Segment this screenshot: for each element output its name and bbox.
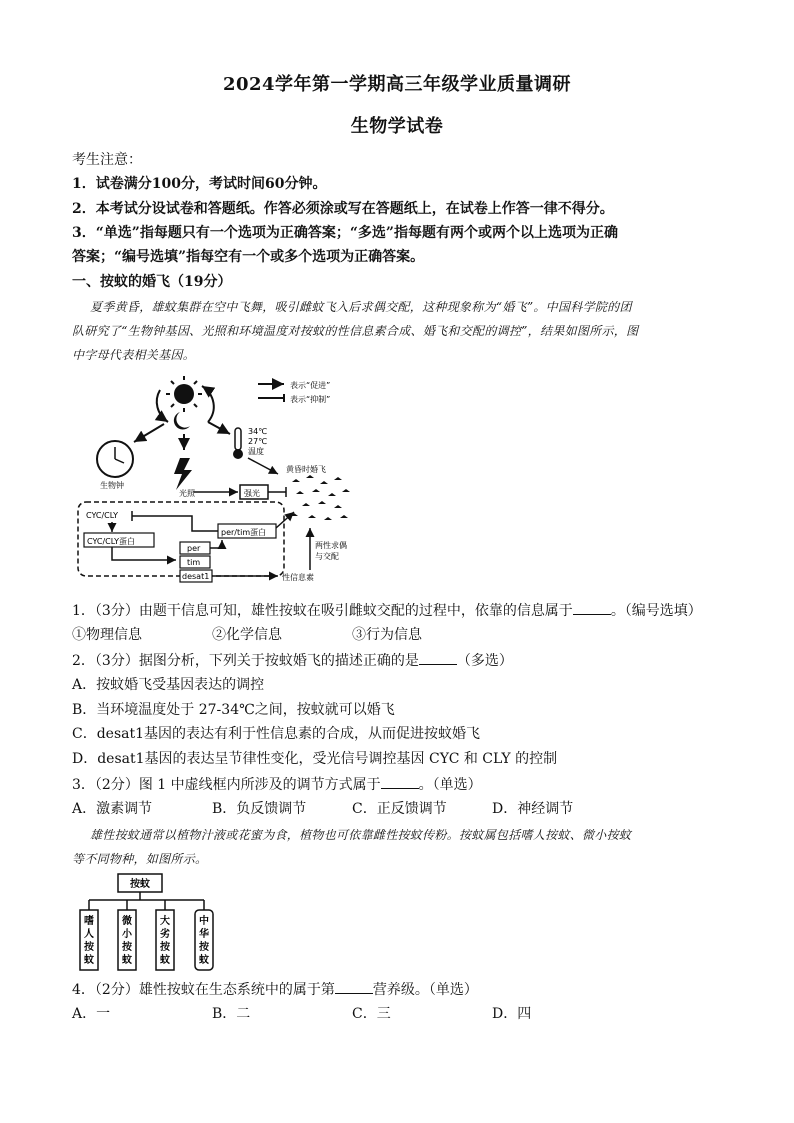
moon-icon [174,412,190,430]
q4-option-a: A．一 [72,1006,111,1022]
sun-icon [166,376,202,412]
protein-to-genes-arrow [112,547,176,560]
q2-option-a: A．按蚊婚飞受基因表达的调控 [72,677,265,693]
arrow-to-clock [134,424,164,442]
cycle-arrow-right [202,386,214,422]
gene-tim-label: tim [187,558,201,567]
lightning-icon [174,458,192,490]
pheromone-label: 性信息素 [282,573,314,582]
temp-arrow [248,458,278,474]
question-2: 2．（3分）据图分析，下列关于按蚊婚飞的描述正确的是 （多选） [72,650,732,671]
arrow-to-temperature [208,422,230,434]
notice-item-3: 3．“单选”指每题只有一个选项为正确答案；“多选”指每题有两个或两个以上选项为正确 [72,225,618,241]
thermometer-icon [233,428,243,459]
question-1: 1．（3分）由题干信息可知，雄性按蚊在吸引雌蚊交配的过程中，依靠的信息属于 。（编号选填） [72,600,732,621]
tree-child-label-4: 中华按蚊 [199,916,209,966]
cyc-cly-label: CYC/CLY [86,511,119,520]
passage-1-line-1: 夏季黄昏，雄蚊集群在空中飞舞，吸引雌蚊飞入后求偶交配，这种现象称为“婚飞”。中国科学院的团 [90,300,632,314]
per-tim-protein-label: per/tim蛋白 [221,528,267,537]
q3-option-b: B．负反馈调节 [212,801,307,817]
mating-label-1: 两性求偶 [315,541,347,550]
section-heading: 一、按蚊的婚飞（19分） [72,274,232,290]
tree-child-label-2: 微小按蚊 [122,916,132,966]
light-label: 光照 [179,489,195,498]
passage-1-line-2: 队研究了“生物钟基因、光照和环境温度对按蚊的性信息素合成、婚飞和交配的调控”，结果如图所示，图 [72,324,639,338]
clock-icon [97,441,133,477]
temp-label: 温度 [248,447,264,456]
figure-2-species-tree [72,870,222,976]
legend-promote-label: 表示“促进” [290,381,331,390]
mating-label-2: 与交配 [315,552,339,561]
mosquito-swarm-icon [290,475,350,520]
gene-per-label: per [187,544,201,553]
notice-item-3-cont: 答案；“编号选填”指每空有一个或多个选项为正确答案。 [72,249,425,265]
question-4: 4．（2分）雄性按蚊在生态系统中的属于第 营养级。（单选） [72,979,732,1000]
dusk-flight-label: 黄昏时婚飞 [286,465,326,474]
tree-child-label-1: 嗜人按蚊 [84,916,94,966]
figure-1-regulation-diagram [72,372,362,590]
q1-option-3: ③行为信息 [352,627,422,643]
exam-title: 2024学年第一学期高三年级学业质量调研 [222,74,572,95]
q2-option-c: C．desat1基因的表达有利于性信息素的合成，从而促进按蚊婚飞 [72,726,481,742]
q3-option-c: C．正反馈调节 [352,801,447,817]
notice-item-1: 1．试卷满分100分，考试时间60分钟。 [72,176,327,192]
q3-option-a: A．激素调节 [72,801,153,817]
temp-low: 27℃ [248,437,268,446]
protein-inhibit-line [132,516,218,531]
tree-child-label-3: 大劣按蚊 [160,916,170,966]
q2-option-b: B．当环境温度处于 27-34℃之间，按蚊就可以婚飞 [72,702,395,718]
legend-inhibit-label: 表示“抑制” [290,395,331,404]
temp-high: 34℃ [248,427,268,436]
gene-desat1-label: desat1 [182,572,210,581]
answer-blank-1[interactable] [573,600,611,615]
strong-light-label: 强光 [244,489,260,498]
notice-item-2: 2．本考试分设试卷和答题纸。作答必须涂或写在答题纸上，在试卷上作答一律不得分。 [72,201,614,217]
answer-blank-3[interactable] [381,774,419,789]
passage-1-line-3: 中字母代表相关基因。 [72,348,196,362]
exam-subtitle: 生物学试卷 [350,116,444,137]
q3-option-d: D．神经调节 [492,801,574,817]
q1-option-1: ①物理信息 [72,627,142,643]
clock-label: 生物钟 [100,481,124,490]
answer-blank-2[interactable] [419,650,457,665]
q4-option-c: C．三 [352,1006,391,1022]
genes-to-protein-arrow [210,540,222,548]
answer-blank-4[interactable] [335,979,373,994]
passage-2-line-1: 雄性按蚊通常以植物汁液或花蜜为食，植物也可依靠雌性按蚊传粉。按蚊属包括嗜人按蚊、微小按蚊 [90,828,632,842]
q4-option-b: B．二 [212,1006,251,1022]
tree-root-label: 按蚊 [130,879,150,890]
passage-2-line-2: 等不同物种，如图所示。 [72,852,208,866]
question-3: 3．（2分）图 1 中虚线框内所涉及的调节方式属于 。（单选） [72,774,732,795]
protein-to-flight-arrow [276,512,294,528]
notice-heading: 考生注意： [72,152,142,168]
q1-option-2: ②化学信息 [212,627,282,643]
q4-option-d: D．四 [492,1006,532,1022]
cyc-cly-protein-label: CYC/CLY蛋白 [87,537,136,546]
q2-option-d: D．desat1基因的表达呈节律性变化，受光信号调控基因 CYC 和 CLY 的控制 [72,751,558,767]
